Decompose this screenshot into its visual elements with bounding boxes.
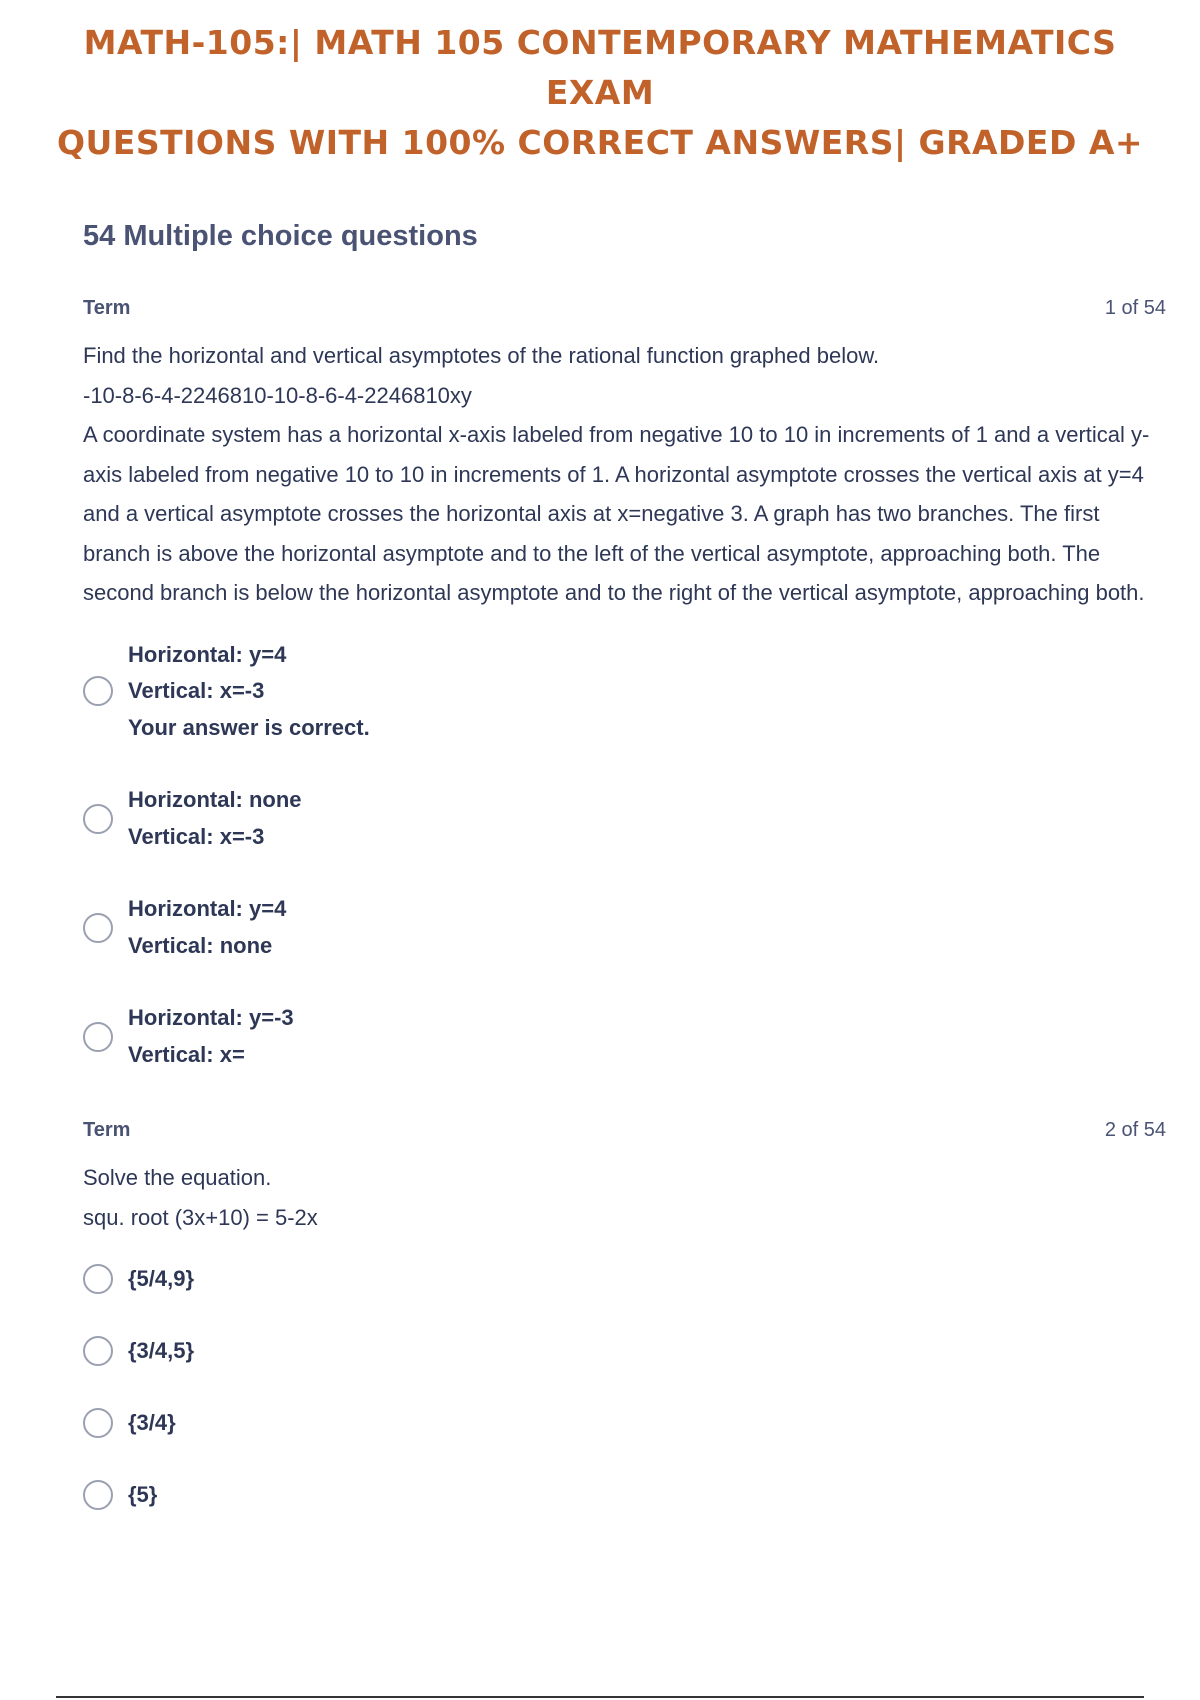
- radio-button[interactable]: [83, 676, 113, 706]
- answer-option[interactable]: [83, 1477, 1166, 1513]
- answer-option[interactable]: [83, 782, 1166, 855]
- question-count-heading: 54 Multiple choice questions: [83, 220, 478, 252]
- option-text: [128, 782, 302, 855]
- question-text: [83, 1158, 1166, 1237]
- term-counter: 2 of 54: [1104, 1119, 1166, 1141]
- title-line-2: QUESTIONS WITH 100% CORRECT ANSWERS| GRADED A+: [56, 123, 1144, 162]
- correct-feedback: Your answer is correct.: [128, 714, 370, 740]
- option-line: Horizontal: y=4: [128, 896, 287, 921]
- option-line: Vertical: x=: [128, 1041, 245, 1067]
- option-line: Vertical: x=-3: [128, 823, 265, 849]
- option-line: Horizontal: y=-3: [128, 1005, 294, 1030]
- answer-option[interactable]: [83, 637, 1166, 747]
- term-card-1: [83, 297, 1166, 1073]
- answer-options: [83, 637, 1166, 1074]
- answer-option[interactable]: [83, 1333, 1166, 1369]
- answer-option[interactable]: [83, 1000, 1166, 1073]
- graph-description: A coordinate system has a horizontal x-axis labeled from negative 10 to 10 in increments of 1 and a vertical y-axis labeled from negative 10 to 10 in increments of 1. A horizontal asymptote crosses the vertical axis at y=4 and a vertical asymptote crosses the horizontal axis at x=negative 3. A graph has two branches. The first branch is above the horizontal asymptote and to the left of the vertical asymptote, approaching both. The second branch is below the horizontal asymptote and to the right of the vertical asymptote, approaching both.: [83, 422, 1150, 605]
- option-line: Horizontal: y=4: [128, 641, 287, 667]
- option-text: [128, 1000, 294, 1073]
- answer-option[interactable]: [83, 1261, 1166, 1297]
- term-counter: 1 of 54: [1104, 297, 1166, 319]
- footer-divider: [56, 1696, 1144, 1698]
- title-line-1: MATH-105:| MATH 105 CONTEMPORARY MATHEMATICS EXAM: [83, 23, 1117, 112]
- term-header: [83, 1119, 1166, 1142]
- radio-button[interactable]: [83, 1264, 113, 1294]
- question-equation: squ. root (3x+10) = 5-2x: [83, 1204, 318, 1230]
- option-line: Horizontal: none: [128, 787, 302, 812]
- option-text: [128, 637, 370, 747]
- term-label: Term: [83, 1119, 131, 1141]
- question-prompt: Solve the equation.: [83, 1165, 272, 1190]
- term-header: [83, 297, 1166, 320]
- option-text: {5/4,9}: [128, 1266, 195, 1291]
- radio-button[interactable]: [83, 804, 113, 834]
- option-line: Vertical: x=-3: [128, 678, 265, 703]
- term-label: Term: [83, 297, 131, 319]
- answer-option[interactable]: [83, 891, 1166, 964]
- option-text: {3/4}: [128, 1410, 176, 1435]
- question-prompt: Find the horizontal and vertical asymptotes of the rational function graphed below.: [83, 343, 880, 368]
- radio-button[interactable]: [83, 1480, 113, 1510]
- option-line: Vertical: none: [128, 932, 273, 958]
- option-text: {5}: [128, 1482, 158, 1507]
- term-card-2: [83, 1119, 1166, 1513]
- graph-axis-text: -10-8-6-4-2246810-10-8-6-4-2246810xy: [83, 382, 472, 408]
- answer-option[interactable]: [83, 1405, 1166, 1441]
- answer-options: [83, 1261, 1166, 1513]
- radio-button[interactable]: [83, 1022, 113, 1052]
- radio-button[interactable]: [83, 1336, 113, 1366]
- option-text: {3/4,5}: [128, 1338, 195, 1363]
- option-text: [128, 891, 286, 964]
- radio-button[interactable]: [83, 913, 113, 943]
- question-text: [83, 336, 1166, 613]
- page-title: [0, 0, 1200, 168]
- radio-button[interactable]: [83, 1408, 113, 1438]
